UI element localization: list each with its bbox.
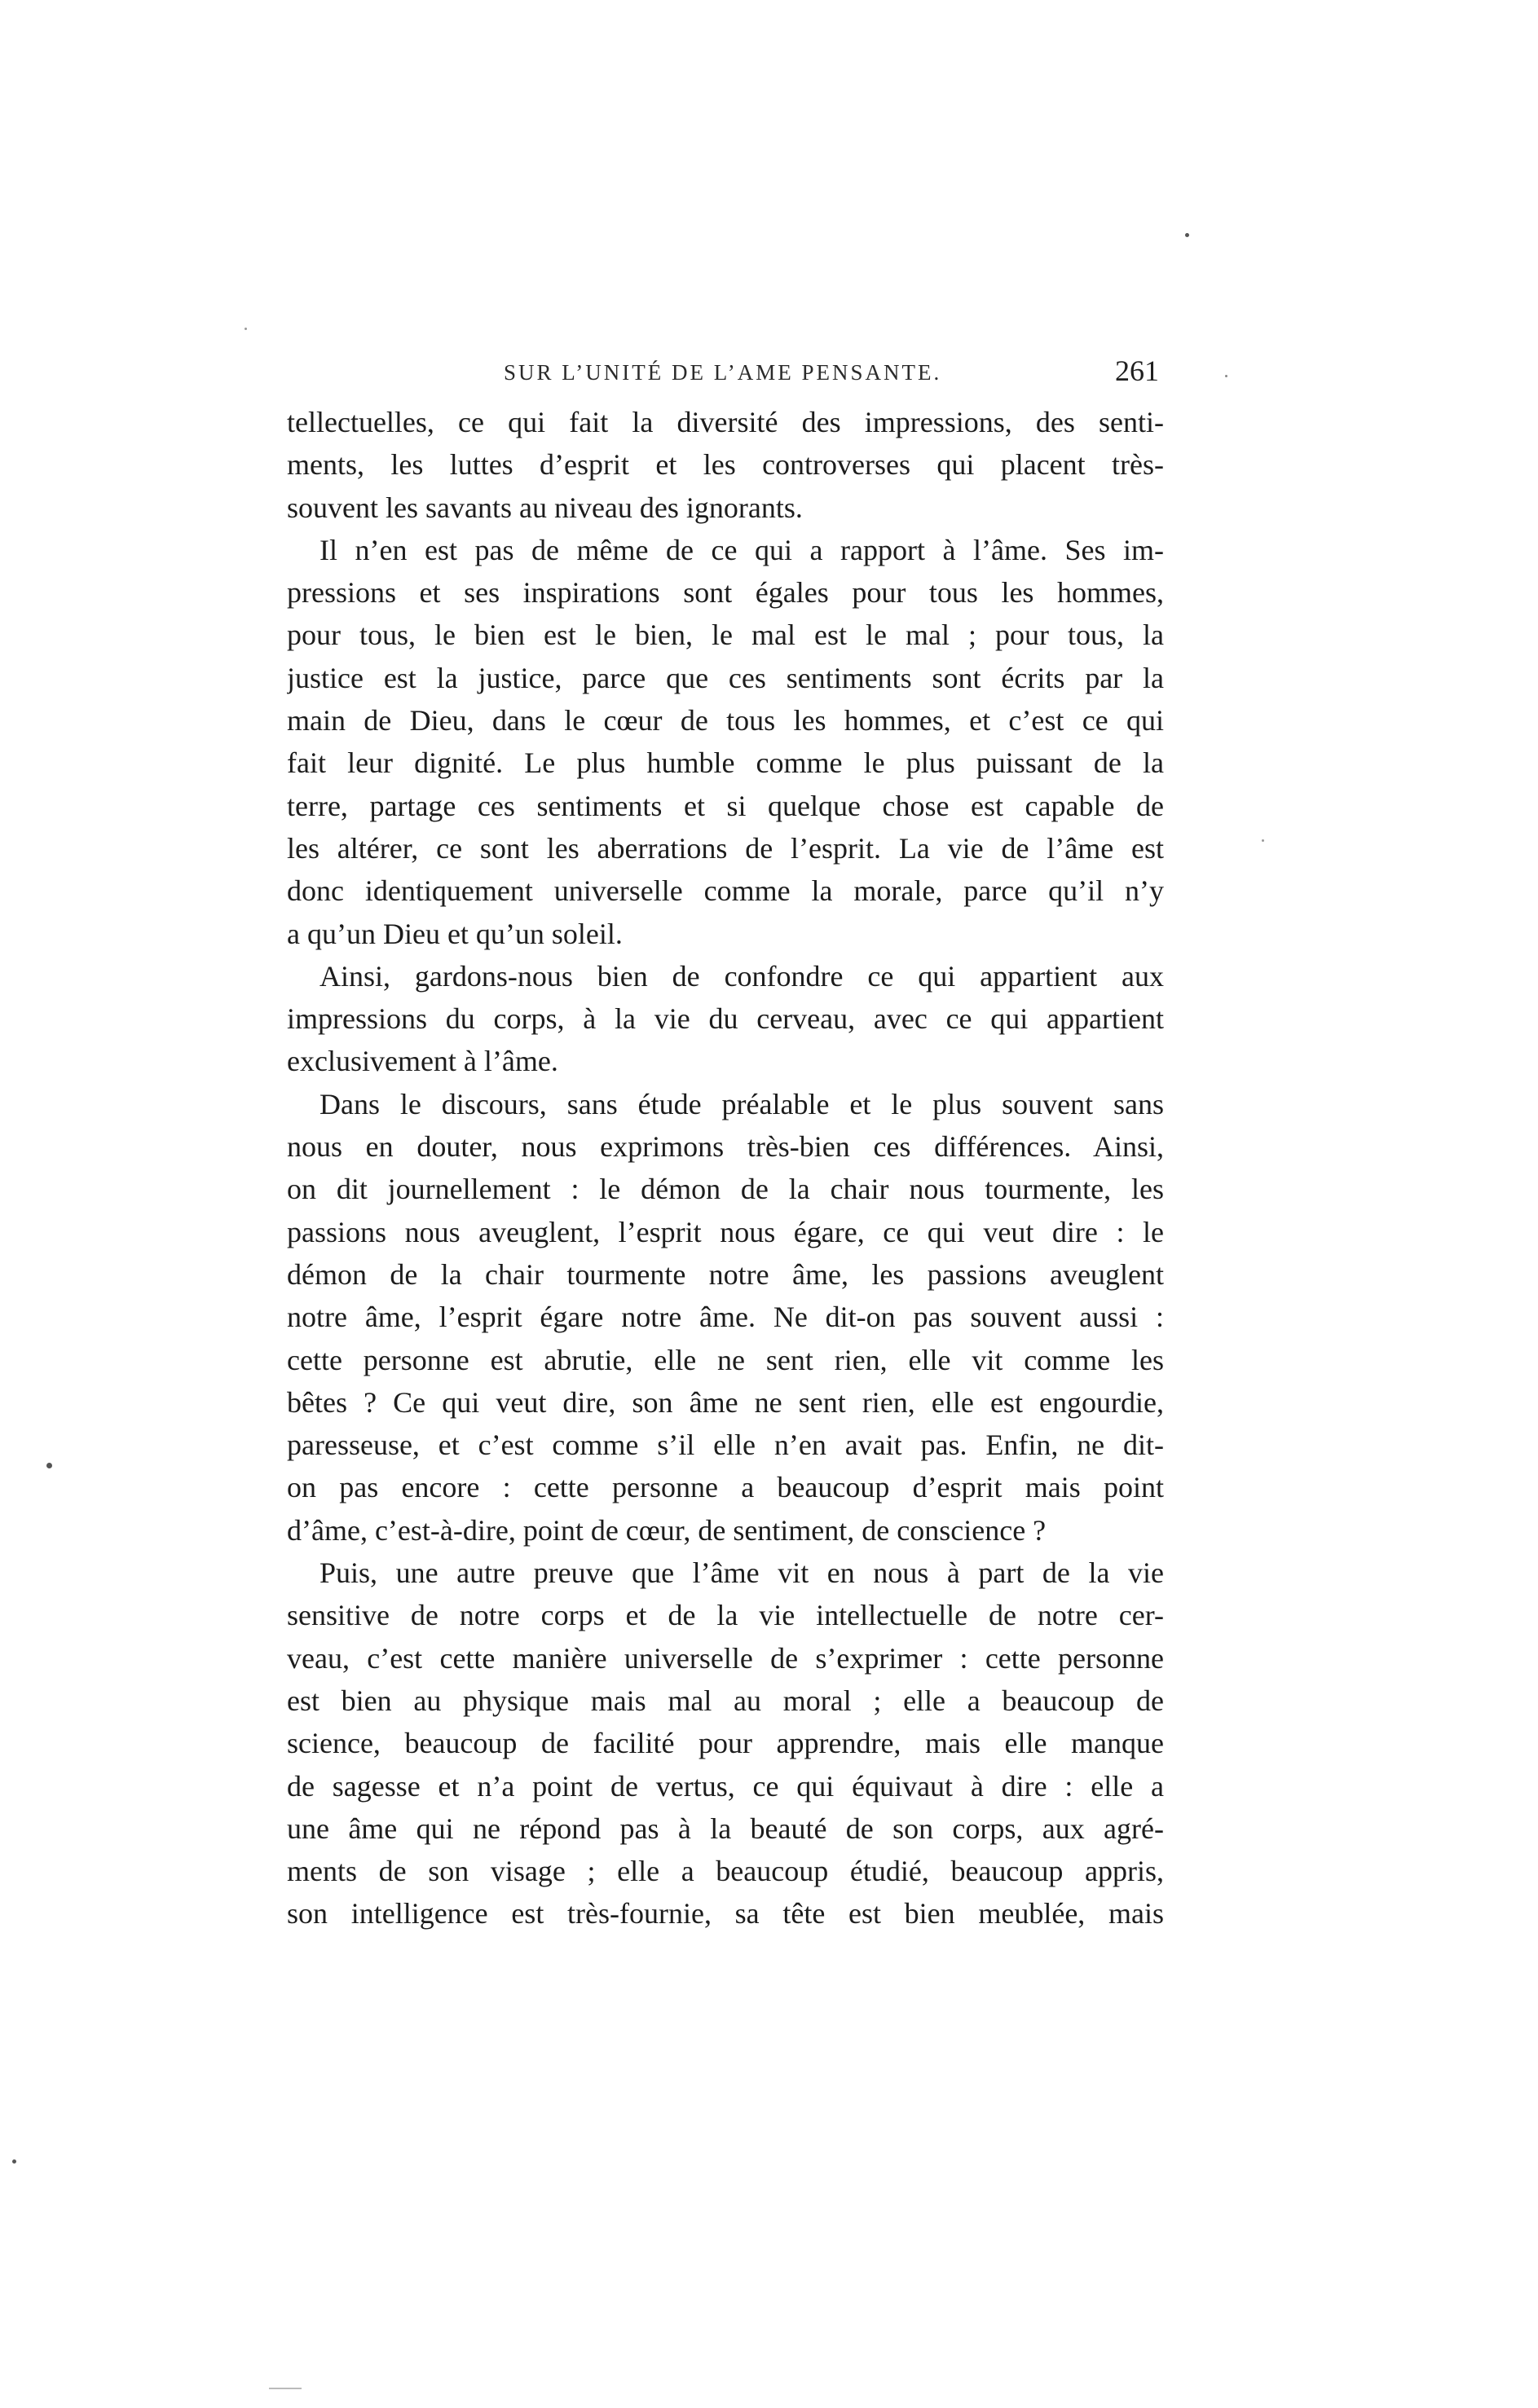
text-line: fait leur dignité. Le plus humble comme le plus puissant de la <box>287 746 1164 780</box>
scan-speck <box>12 2159 16 2164</box>
text-line: veau, c’est cette manière universelle de s’exprimer : cette personne <box>287 1641 1164 1675</box>
text-line: souvent les savants au niveau des ignorants. <box>287 491 803 524</box>
scan-speck <box>269 2388 302 2389</box>
text-line: terre, partage ces sentiments et si quelque chose est capable de <box>287 789 1164 822</box>
text-line: tellectuelles, ce qui fait la diversité des impressions, des senti- <box>287 406 1164 438</box>
text-line: a qu’un Dieu et qu’un soleil. <box>287 917 623 950</box>
text-line: exclusivement à l’âme. <box>287 1045 558 1078</box>
text-line: Dans le discours, sans étude préalable et le plus souvent sans <box>319 1087 1164 1120</box>
text-line: on dit journellement : le démon de la chair nous tourmente, les <box>287 1173 1164 1206</box>
text-line: paresseuse, et c’est comme s’il elle n’en avait pas. Enfin, ne dit- <box>287 1429 1164 1462</box>
text-line: impressions du corps, à la vie du cerveau, avec ce qui appartient <box>287 1002 1164 1036</box>
running-title: SUR L’UNITÉ DE L’AME PENSANTE. <box>504 360 942 385</box>
scan-speck <box>245 328 247 330</box>
text-line: pressions et ses inspirations sont égales pour tous les hommes, <box>287 576 1164 610</box>
text-line: justice est la justice, parce que ces sentiments sont écrits par la <box>287 661 1164 694</box>
page-number: 261 <box>1115 354 1159 387</box>
text-line: Puis, une autre preuve que l’âme vit en nous à part de la vie <box>319 1556 1164 1590</box>
text-line: passions nous aveuglent, l’esprit nous égare, ce qui veut dire : le <box>287 1215 1164 1248</box>
text-line: démon de la chair tourmente notre âme, les passions aveuglent <box>287 1257 1164 1291</box>
text-line: ments de son visage ; elle a beaucoup étudié, beaucoup appris, <box>287 1855 1164 1888</box>
page-header <box>290 354 1159 406</box>
text-line: pour tous, le bien est le bien, le mal est le mal ; pour tous, la <box>287 619 1164 652</box>
scan-speck <box>1225 375 1227 377</box>
text-line: nous en douter, nous exprimons très-bien ces différences. Ainsi, <box>287 1130 1164 1164</box>
text-line: ments, les luttes d’esprit et les controverses qui placent très- <box>287 448 1164 482</box>
scan-speck <box>1262 839 1264 842</box>
text-line: d’âme, c’est-à-dire, point de cœur, de sentiment, de conscience ? <box>287 1513 1047 1547</box>
text-line: son intelligence est très-fournie, sa tête est bien meublée, mais <box>287 1897 1164 1930</box>
text-line: donc identiquement universelle comme la morale, parce qu’il n’y <box>287 874 1164 908</box>
text-line: main de Dieu, dans le cœur de tous les hommes, et c’est ce qui <box>287 704 1164 737</box>
text-line: une âme qui ne répond pas à la beauté de son corps, aux agré- <box>287 1812 1164 1845</box>
text-line: science, beaucoup de facilité pour apprendre, mais elle manque <box>287 1727 1164 1760</box>
text-line: est bien au physique mais mal au moral ; elle a beaucoup de <box>287 1684 1164 1717</box>
text-line: Ainsi, gardons-nous bien de confondre ce qui appartient aux <box>319 959 1164 993</box>
scan-speck <box>1185 233 1189 237</box>
text-line: bêtes ? Ce qui veut dire, son âme ne sent rien, elle est engourdie, <box>287 1385 1164 1419</box>
text-line: Il n’en est pas de même de ce qui a rapport à l’âme. Ses im- <box>319 533 1164 566</box>
scan-speck <box>46 1463 52 1468</box>
text-line: on pas encore : cette personne a beaucoup d’esprit mais point <box>287 1471 1164 1504</box>
text-line: les altérer, ce sont les aberrations de l’esprit. La vie de l’âme est <box>287 831 1164 865</box>
body-text <box>287 401 1164 1935</box>
text-line: cette personne est abrutie, elle ne sent rien, elle vit comme les <box>287 1343 1164 1376</box>
text-line: notre âme, l’esprit égare notre âme. Ne dit-on pas souvent aussi : <box>287 1301 1164 1334</box>
text-line: de sagesse et n’a point de vertus, ce qui équivaut à dire : elle a <box>287 1769 1164 1803</box>
text-line: sensitive de notre corps et de la vie intellectuelle de notre cer- <box>287 1599 1164 1632</box>
